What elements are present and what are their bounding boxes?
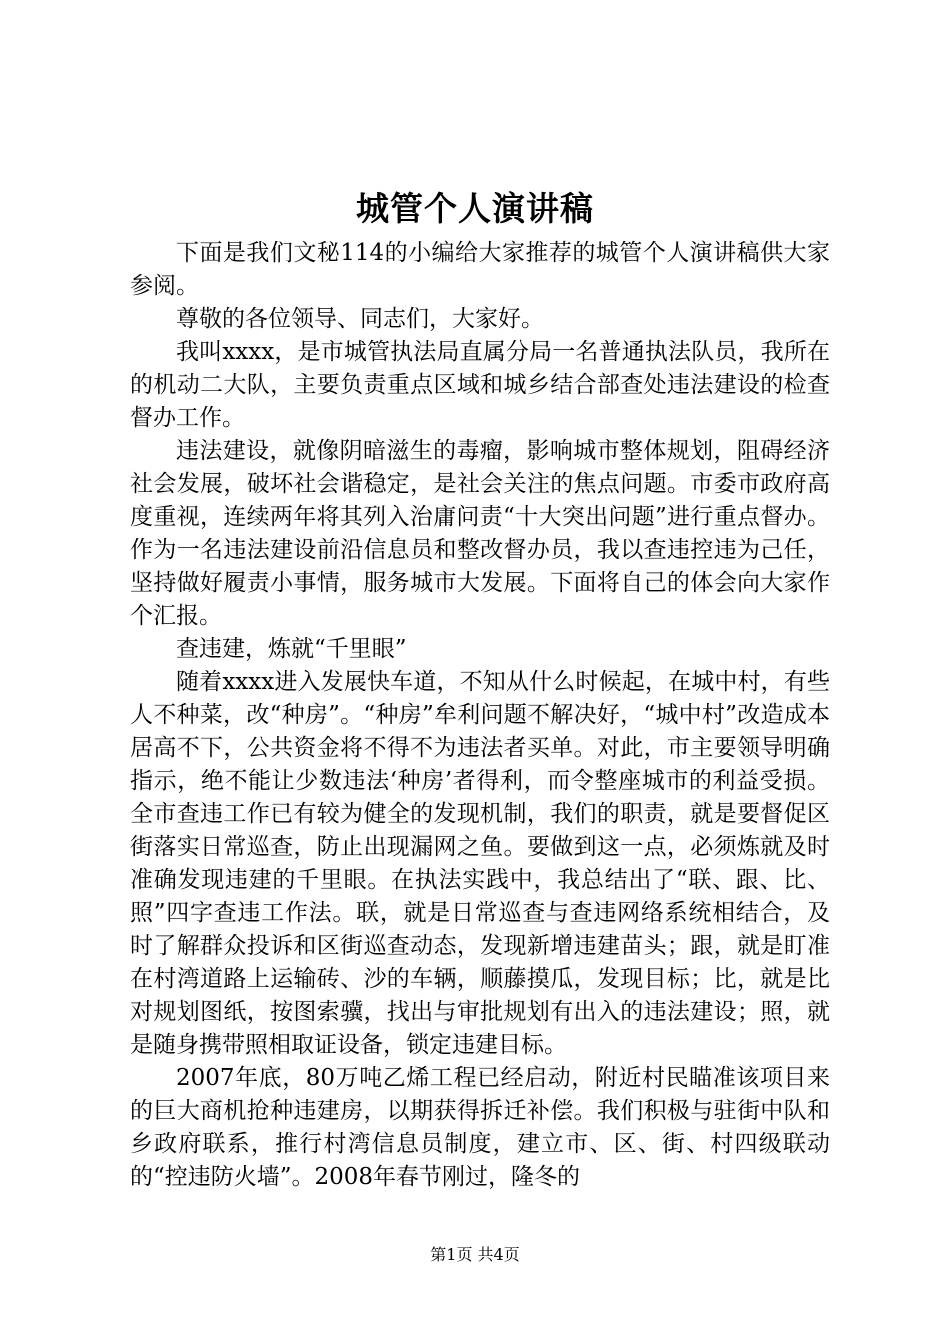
paragraph-intro: 下面是我们文秘114的小编给大家推荐的城管个人演讲稿供大家参阅。 [130, 240, 830, 299]
document-body [130, 237, 830, 1194]
paragraph-method: 随着xxxx进入发展快车道，不知从什么时候起，在城中村，有些人不种菜，改“种房”。“种房”牟利问题不解决好，“城中村”改造成本居高不下，公共资金将不得不为违法者买单。对此，市主要领导明确指示，绝不能让少数违法‘种房’者得利，而令整座城市的利益受损。全市查违工作已有较为健全的发现机制，我们的职责，就是要督促区街落实日常巡查，防止出现漏网之鱼。要做到这一点，必须炼就及时准确发现违建的千里眼。在执法实践中，我总结出了“联、跟、比、照”四字查违工作法。联，就是日常巡查与查违网络系统相结合，及时了解群众投诉和区街巡查动态，发现新增违建苗头；跟，就是盯准在村湾道路上运输砖、沙的车辆，顺藤摸瓜，发现目标；比，就是比对规划图纸，按图索骥，找出与审批规划有出入的违法建设；照，就是随身携带照相取证设备，锁定违建目标。 [130, 669, 830, 1058]
document-title: 城管个人演讲稿 [356, 189, 594, 228]
page-number-footer: 第1页 共4页 [430, 1245, 520, 1264]
paragraph-background: 违法建设，就像阴暗滋生的毒瘤，影响城市整体规划，阻碍经济社会发展，破坏社会谐稳定，是社会关注的焦点问题。市委市政府高度重视，连续两年将其列入治庸问责“十大突出问题”进行重点督办。作为一名违法建设前沿信息员和整改督办员，我以查违控违为己任，坚持做好履责小事情，服务城市大发展。下面将自己的体会向大家作个汇报。 [130, 438, 830, 629]
paragraph-case-2007: 2007年底，80万吨乙烯工程已经启动，附近村民瞄准该项目来的巨大商机抢种违建房，以期获得拆迁补偿。我们积极与驻街中队和乡政府联系，推行村湾信息员制度，建立市、区、街、村四级联动的“控违防火墙”。2008年春节刚过，隆冬的 [130, 1065, 830, 1190]
paragraph-self-introduction: 我叫xxxx，是市城管执法局直属分局一名普通执法队员，我所在的机动二大队，主要负责重点区域和城乡结合部查处违法建设的检查督办工作。 [130, 339, 830, 431]
paragraph-greeting: 尊敬的各位领导、同志们，大家好。 [176, 306, 544, 332]
section-heading: 查违建，炼就“千里眼” [176, 636, 407, 662]
